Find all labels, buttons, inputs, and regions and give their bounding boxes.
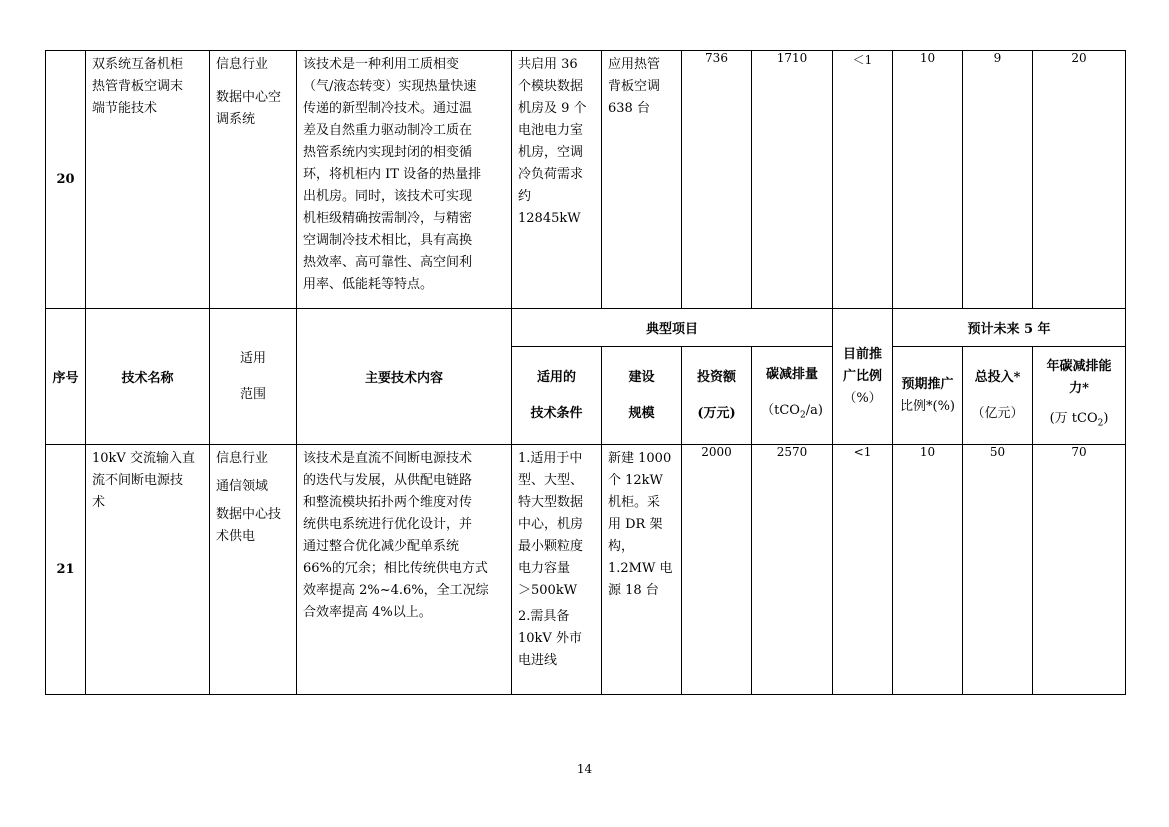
conditions-cell bbox=[512, 445, 602, 695]
expected-ratio-value: 10 bbox=[893, 51, 963, 309]
header-investment bbox=[682, 347, 752, 445]
header-scope-line1: 适用 bbox=[239, 350, 266, 366]
technology-name: 10kV 交流输入直 流不间断电源技 术 bbox=[92, 451, 195, 510]
header-annual-unit-sub: 2 bbox=[1097, 418, 1104, 429]
header-ratio bbox=[833, 309, 893, 445]
technology-conditions: 共启用 36 个模块数据 机房及 9 个 电池电力室 机房，空调 冷负荷需求 约 12845kW bbox=[518, 57, 587, 226]
technology-table bbox=[45, 50, 1126, 695]
header-total-input-line1: 总投入* bbox=[974, 369, 1021, 385]
scope-cell bbox=[210, 51, 297, 309]
header-ratio-line3: （%） bbox=[843, 390, 882, 406]
technology-content: 该技术是直流不间断电源技术 的迭代与发展，从供配电链路 和整流模块拓扑两个维度对传 统供电系统进行优化设计，并 通过整合优化减少配单系统 66%的冗余；相比传统供电方式 效率提高 2%~4.6%，全工况综 合效率提高 4%以上。 bbox=[303, 451, 489, 620]
header-scale-line2: 规模 bbox=[628, 405, 655, 421]
header-conditions bbox=[512, 347, 602, 445]
investment-value: 736 bbox=[682, 51, 752, 309]
header-ratio-line2: 广比例 bbox=[842, 368, 882, 384]
page-number: 14 bbox=[576, 762, 593, 776]
reduction-value: 2570 bbox=[752, 445, 833, 695]
technology-name: 双系统互备机柜 热管背板空调末 端节能技术 bbox=[92, 57, 184, 116]
scope-item: 数据中心技 术供电 bbox=[216, 507, 282, 544]
header-reduction-line1: 碳减排量 bbox=[765, 367, 818, 383]
scope-item: 通信领域 bbox=[216, 479, 269, 494]
header-annual-line1: 年碳减排能 bbox=[1046, 359, 1112, 375]
current-ratio-value: ＜1 bbox=[833, 51, 893, 309]
header-row bbox=[46, 309, 1126, 347]
header-investment-line2: (万元) bbox=[697, 405, 736, 421]
table-row bbox=[46, 51, 1126, 309]
total-input-value: 9 bbox=[963, 51, 1033, 309]
current-ratio-value: <1 bbox=[833, 445, 893, 695]
technology-name-cell bbox=[86, 445, 210, 695]
header-reduction-unit-suffix: /a) bbox=[805, 403, 823, 419]
header-annual-unit-prefix: (万 tCO bbox=[1049, 411, 1098, 427]
annual-capacity-value: 20 bbox=[1033, 51, 1126, 309]
header-annual-unit-suffix: ) bbox=[1103, 411, 1109, 427]
investment-value: 2000 bbox=[682, 445, 752, 695]
header-reduction-unit-sub: 2 bbox=[799, 410, 806, 421]
technology-content: 该技术是一种利用工质相变 （气/液态转变）实现热量快速 传递的新型制冷技术。通过温 差及自然重力驱动制冷工质在 热管系统内实现封闭的相变循 环，将机柜内 IT 设备的热量排 出机房。同时，该技术可实现 机柜级精确按需制冷，与精密 空调制冷技术相比，具有高换 热效率、高可靠性、高空间利 用率、低能耗等特点。 bbox=[303, 57, 482, 292]
header-scale-line1: 建设 bbox=[628, 369, 655, 385]
table-row bbox=[46, 445, 1126, 695]
row-seq: 21 bbox=[46, 445, 86, 695]
header-forecast: 预计未来 5 年 bbox=[893, 309, 1126, 347]
scope-item: 信息行业 bbox=[216, 451, 269, 466]
header-expected-ratio-line1: 预期推广 bbox=[901, 376, 954, 392]
annual-capacity-value: 70 bbox=[1033, 445, 1126, 695]
header-scope bbox=[210, 309, 297, 445]
construction-scale: 新建 1000 个 12kW 机柜。采 用 DR 架 构， 1.2MW 电 源 18 台 bbox=[608, 451, 673, 598]
scale-cell bbox=[602, 51, 682, 309]
header-typical-project: 典型项目 bbox=[512, 309, 833, 347]
scope-cell bbox=[210, 445, 297, 695]
header-annual bbox=[1033, 347, 1126, 445]
reduction-value: 1710 bbox=[752, 51, 833, 309]
header-content: 主要技术内容 bbox=[297, 309, 512, 445]
header-annual-line2: 力* bbox=[1069, 381, 1089, 397]
scale-cell bbox=[602, 445, 682, 695]
header-reduction bbox=[752, 347, 833, 445]
construction-scale: 应用热管 背板空调 638 台 bbox=[608, 57, 661, 116]
header-expected-ratio bbox=[893, 347, 963, 445]
conditions-cell bbox=[512, 51, 602, 309]
header-expected-ratio-line2: 比例*(%) bbox=[900, 398, 955, 414]
header-reduction-unit-prefix: （tCO bbox=[761, 403, 800, 419]
header-conditions-line2: 技术条件 bbox=[530, 405, 583, 421]
header-name: 技术名称 bbox=[86, 309, 210, 445]
content-cell bbox=[297, 51, 512, 309]
expected-ratio-value: 10 bbox=[893, 445, 963, 695]
technology-conditions: 1.适用于中 型、大型、 特大型数据 中心，机房 最小颗粒度 电力容量 ＞500kW bbox=[518, 451, 584, 598]
header-conditions-line1: 适用的 bbox=[536, 369, 576, 385]
header-annual-unit bbox=[1033, 408, 1125, 435]
header-reduction-unit bbox=[752, 393, 832, 434]
row-seq: 20 bbox=[46, 51, 86, 309]
technology-name-cell bbox=[86, 51, 210, 309]
scope-item: 数据中心空 调系统 bbox=[216, 90, 282, 127]
header-scope-line2: 范围 bbox=[239, 386, 266, 402]
header-scale bbox=[602, 347, 682, 445]
scope-item: 信息行业 bbox=[216, 57, 269, 72]
content-cell bbox=[297, 445, 512, 695]
header-investment-line1: 投资额 bbox=[696, 369, 736, 385]
header-ratio-line1: 目前推 bbox=[842, 346, 882, 362]
header-seq: 序号 bbox=[46, 309, 86, 445]
header-total-input-line2: （亿元） bbox=[971, 405, 1024, 421]
technology-conditions: 2.需具备 10kV 外市 电进线 bbox=[518, 609, 582, 668]
total-input-value: 50 bbox=[963, 445, 1033, 695]
header-total-input bbox=[963, 347, 1033, 445]
